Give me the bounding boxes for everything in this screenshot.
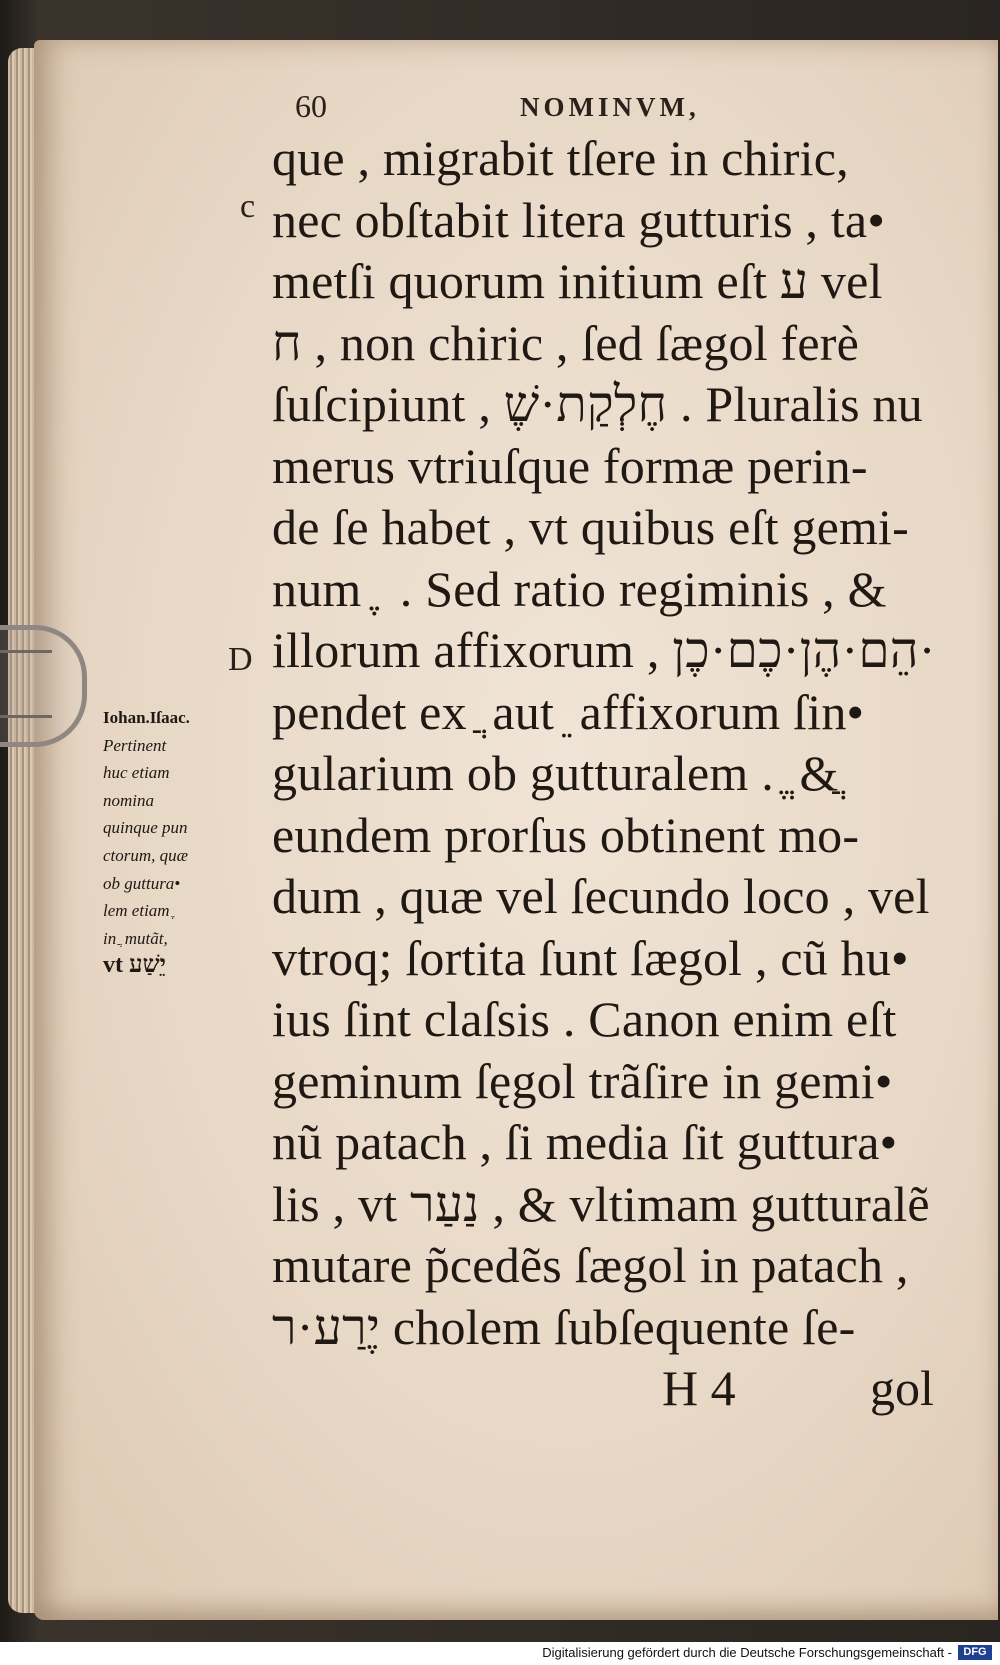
marginal-note [103, 704, 273, 980]
margin-line: lem etiam ֶ [103, 901, 174, 921]
margin-line: in ֲ mutãt, [103, 928, 168, 948]
text-line: de ſe habet , vt quibus eſt gemi- [272, 499, 909, 555]
catchword: gol [870, 1360, 934, 1416]
text-line: lis , vt נַעַר , & vltimam gutturalẽ [272, 1175, 930, 1232]
text-line: ius ſint claſsis . Canon enim eſt [272, 991, 897, 1047]
text-line: ſuſcipiunt , חֶלְקַת·שֶׁ . Pluralis nu [272, 376, 923, 432]
text-line: nec obſtabit litera gutturis , ta• [272, 191, 886, 248]
text-line: ח , non chiric , ſed ſægol ferè [272, 314, 860, 371]
text-line: pendet ex ֲ aut ֵ affixorum ſin• [272, 683, 865, 740]
margin-line: nomina [103, 790, 154, 810]
text-line: יֶרַע·ר cholem ſubſequente ſe- [272, 1298, 856, 1355]
text-line: vtroq; ſortita ſunt ſægol , cũ hu• [272, 929, 909, 986]
margin-line: Pertinent [103, 735, 167, 755]
text-line: gularium ob gutturalem . ֱ & ֲ [272, 745, 852, 801]
margin-line: vt יֵשַׁע [103, 952, 166, 979]
footer-bar [0, 1642, 1000, 1665]
dfg-logo: DFG [958, 1645, 992, 1660]
funding-notice: Digitalisierung gefördert durch die Deutsche Forschungsgemeinschaft - [542, 1645, 952, 1660]
margin-line: quinque pun [103, 818, 188, 838]
main-text-block [272, 128, 952, 1420]
marginal-letter-c: c [240, 188, 256, 225]
text-line: geminum ſęgol trãſire in gemi• [272, 1052, 893, 1109]
text-line: dum , quæ vel ſecundo loco , vel [272, 868, 930, 924]
running-head [295, 88, 895, 128]
text-line: eundem prorſus obtinent mo- [272, 806, 860, 863]
text-line: illorum affixorum , הֵם·הֶן·כֶם·כֶן· [272, 622, 936, 678]
marginal-letter-d: D [228, 641, 253, 678]
text-line: mutare p̃cedẽs ſægol in patach , [272, 1237, 909, 1293]
signature-mark: H 4 [662, 1360, 736, 1416]
page-number: 60 [295, 88, 327, 124]
running-title: NOMINVM, [520, 92, 700, 122]
text-line: que , migrabit tſere in chiric, [272, 130, 849, 186]
margin-line: ctorum, quæ [103, 845, 188, 865]
margin-line: Iohan.Iſaac. [103, 708, 190, 727]
text-line: metſi quorum initium eſt ע vel [272, 253, 883, 309]
margin-line: huc etiam [103, 763, 170, 783]
text-line: nũ patach , ſi media ſit guttura• [272, 1114, 898, 1170]
page-clip-inner [0, 650, 52, 718]
text-line: merus vtriuſque formæ perin- [272, 437, 868, 494]
text-line: num ֶ ֶ . Sed ratio regiminis , & [272, 560, 887, 617]
signature-line [272, 1358, 952, 1420]
margin-line: ob guttura• [103, 873, 181, 893]
